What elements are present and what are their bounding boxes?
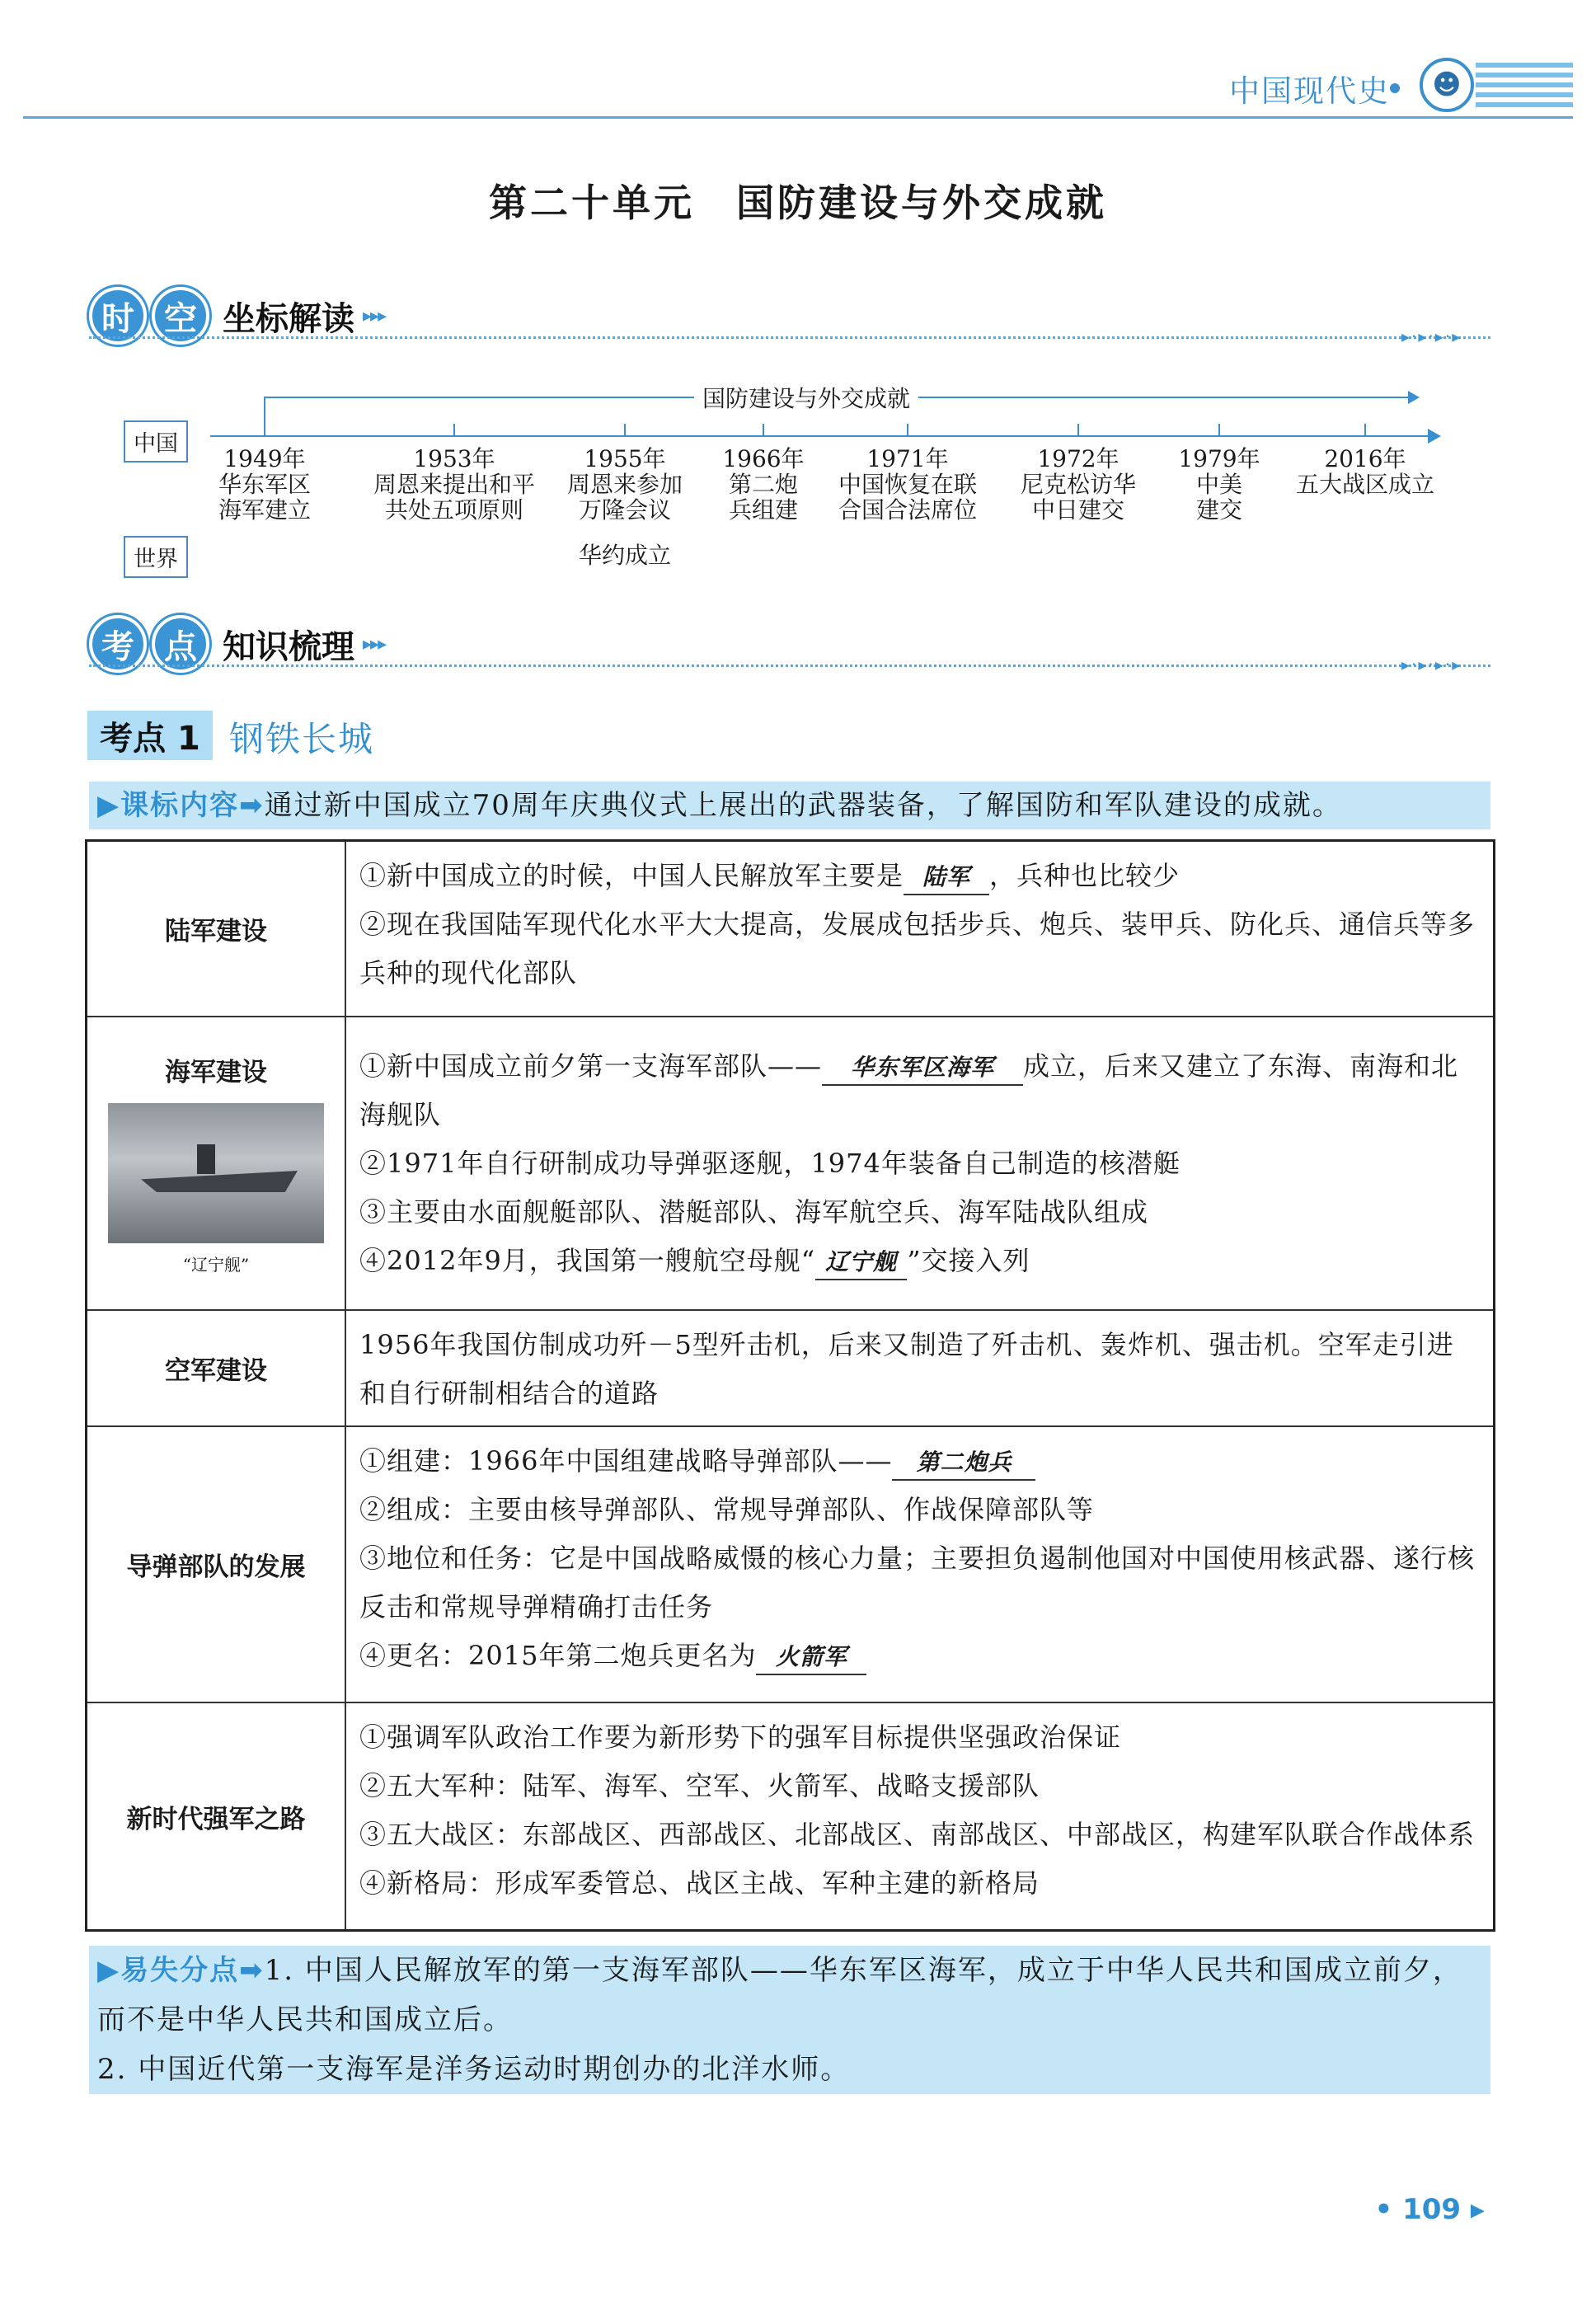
row-body — [346, 1703, 1493, 1929]
section-badge-char: 点 — [152, 615, 209, 673]
event-line: 中日建交 — [1031, 496, 1125, 524]
body-text: ②1971年自行研制成功导弹驱逐舰，1974年装备自己制造的核潜艇 — [359, 1148, 1181, 1179]
photo-caption: “辽宁舰” — [182, 1255, 250, 1275]
body-text: ②组成：主要由核导弹部队、常规导弹部队、作战保障部队等 — [359, 1494, 1095, 1525]
event-line: 中国恢复在联 — [838, 471, 978, 498]
event-line: 中美 — [1195, 471, 1243, 498]
arrows-icon: ▸·▸·▸·▸ — [1401, 655, 1462, 674]
table-row — [87, 1425, 1493, 1702]
row-head — [87, 1311, 346, 1425]
timeline-tick — [907, 424, 908, 435]
timeline-event — [1178, 446, 1260, 523]
kaodian-title: 钢铁长城 — [229, 719, 375, 759]
event-line: 兵组建 — [728, 496, 799, 524]
section-label: 坐标解读 — [223, 299, 354, 338]
body-text: ③主要由水面舰艇部队、潜艇部队、海军航空兵、海军陆战队组成 — [359, 1196, 1149, 1228]
page-number: • 109 ▸ — [1374, 2193, 1485, 2226]
row-head — [87, 842, 346, 1016]
timeline-tick — [1364, 424, 1366, 435]
event-line: 华东军区 — [218, 471, 312, 498]
event-line: 建交 — [1195, 496, 1243, 524]
answer-blank: 陆军 — [904, 861, 989, 895]
body-text: ①新中国成立前夕第一支海军部队—— — [359, 1050, 823, 1082]
event-year: 1949年 — [223, 445, 306, 472]
section-badge-char: 时 — [89, 287, 147, 345]
body-text: ④更名：2015年第二炮兵更名为 — [359, 1640, 757, 1671]
row-body — [346, 1427, 1493, 1702]
body-text: ③地位和任务：它是中国战略威慑的核心力量；主要担负遏制他国对中国使用核武器、遂行核反击和常规导弹精确打击任务 — [359, 1543, 1476, 1623]
curriculum-band — [89, 782, 1490, 829]
event-year: 1972年 — [1037, 445, 1120, 472]
event-year: 1966年 — [722, 445, 805, 472]
timeline-event — [218, 446, 311, 523]
arrow-right-icon — [1408, 391, 1420, 404]
section-label: 知识梳理 — [223, 627, 354, 666]
body-text: ①组建：1966年中国组建战略导弹部队—— — [359, 1445, 893, 1477]
row-body — [346, 842, 1493, 1016]
row-head — [87, 1703, 346, 1929]
row-head-text: 海军建设 — [165, 1058, 267, 1087]
timeline-tick — [624, 424, 626, 435]
body-text: ③五大战区：东部战区、西部战区、北部战区、南部战区、中部战区，构建军队联合作战体系 — [359, 1819, 1476, 1850]
timeline-event — [1296, 446, 1434, 497]
answer-blank: 辽宁舰 — [815, 1246, 907, 1280]
body-text: 成立，后来又建立了东海、南海和北海舰队 — [359, 1050, 1459, 1130]
body-text: ④新格局：形成军委管总、战区主战、军种主建的新格局 — [359, 1867, 1040, 1899]
table-row — [87, 1016, 1493, 1309]
section-badge-char: 空 — [152, 287, 209, 345]
body-text: ①强调军队政治工作要为新形势下的强军目标提供坚强政治保证 — [359, 1721, 1122, 1753]
pitfall-band — [89, 1946, 1490, 2094]
body-text: ①新中国成立的时候，中国人民解放军主要是 — [359, 860, 904, 891]
header-rule — [23, 116, 1573, 119]
header-subject: 中国现代史 — [1229, 73, 1390, 109]
body-text: ②现在我国陆军现代化水平大大提高，发展成包括步兵、炮兵、装甲兵、防化兵、通信兵等多兵种的现代化部队 — [359, 909, 1476, 989]
table-row — [87, 1702, 1493, 1929]
timeline-banner-label: 国防建设与外交成就 — [694, 381, 918, 414]
row-body — [346, 1311, 1493, 1425]
row-head — [87, 1427, 346, 1702]
header-stripes — [1476, 63, 1573, 109]
answer-blank: 华东军区海军 — [822, 1051, 1023, 1086]
event-year: 1979年 — [1178, 445, 1260, 472]
timeline-tick — [453, 424, 455, 435]
answer-blank: 第二炮兵 — [892, 1446, 1035, 1481]
header-dot — [1390, 83, 1400, 93]
event-line: 尼克松访华 — [1020, 471, 1137, 498]
table-row — [87, 842, 1493, 1016]
timeline-china-box: 中国 — [124, 420, 188, 463]
timeline-event — [838, 446, 977, 523]
section-divider — [89, 336, 1490, 339]
knowledge-table — [85, 839, 1495, 1932]
body-text: ④2012年9月，我国第一艘航空母舰“ — [359, 1245, 816, 1276]
body-text: ”交接入列 — [907, 1245, 1030, 1276]
timeline-tick — [1077, 424, 1079, 435]
table-row — [87, 1309, 1493, 1425]
pitfall-text: 2. 中国近代第一支海军是洋务运动时期创办的北洋水师。 — [97, 2053, 851, 2086]
pitfall-tag: ▶易失分点➡ — [97, 1954, 265, 1987]
arrows-icon: ▸▸▸ — [363, 305, 386, 326]
event-line: 海军建立 — [218, 496, 312, 524]
body-text: ，兵种也比较少 — [989, 860, 1181, 891]
event-line: 周恩来提出和平 — [373, 471, 536, 498]
arrows-icon: ▸·▸·▸·▸ — [1401, 326, 1462, 346]
section-divider — [89, 665, 1490, 667]
row-head-text: 空军建设 — [165, 1356, 267, 1386]
event-year: 1953年 — [413, 445, 495, 472]
body-text: 1956年我国仿制成功歼－5型歼击机，后来又制造了歼击机、轰炸机、强击机。空军走引进和自行研制相结合的道路 — [359, 1329, 1454, 1409]
arrows-icon: ▸▸▸ — [363, 633, 386, 655]
timeline-event — [1021, 446, 1136, 523]
timeline-event — [567, 446, 683, 523]
timeline-event — [373, 446, 535, 523]
kaodian-label: 考点 1 — [87, 711, 213, 760]
timeline-tick — [1218, 424, 1220, 435]
event-line: 万隆会议 — [578, 496, 672, 524]
curriculum-text: 通过新中国成立70周年庆典仪式上展出的武器装备，了解国防和军队建设的成就。 — [264, 789, 1342, 822]
event-line: 合国合法席位 — [838, 496, 978, 524]
timeline-axis — [210, 435, 1430, 437]
row-body — [346, 1017, 1493, 1309]
row-head-text: 导弹部队的发展 — [126, 1552, 306, 1582]
body-text: ②五大军种：陆军、海军、空军、火箭军、战略支援部队 — [359, 1770, 1040, 1801]
aircraft-carrier-photo — [108, 1103, 324, 1243]
timeline-event — [722, 446, 804, 523]
event-line: 周恩来参加 — [566, 471, 683, 498]
timeline-tick — [763, 424, 764, 435]
row-head — [87, 1017, 346, 1309]
event-year: 1971年 — [866, 445, 949, 472]
event-line: 第二炮 — [728, 471, 799, 498]
arrow-right-icon — [1428, 429, 1441, 444]
timeline-world-box: 世界 — [124, 536, 188, 578]
event-line: 共处五项原则 — [384, 496, 524, 524]
answer-blank: 火箭军 — [756, 1641, 866, 1675]
event-year: 1955年 — [584, 445, 666, 472]
event-year: 2016年 — [1324, 445, 1406, 472]
graduate-avatar-icon: ☻ — [1420, 58, 1474, 112]
timeline-tick — [264, 424, 265, 435]
pitfall-text: 1. 中国人民解放军的第一支海军部队——华东军区海军，成立于中华人民共和国成立前夕，而不是中华人民共和国成立后。 — [97, 1954, 1462, 2036]
page-title: 第二十单元 国防建设与外交成就 — [489, 181, 1107, 225]
row-head-text: 新时代强军之路 — [126, 1804, 306, 1834]
section-badge-char: 考 — [89, 615, 147, 673]
timeline-world-event: 华约成立 — [578, 542, 672, 569]
row-head-text: 陆军建设 — [165, 917, 267, 946]
event-line: 五大战区成立 — [1295, 471, 1435, 498]
curriculum-tag: ▶课标内容➡ — [97, 789, 265, 822]
